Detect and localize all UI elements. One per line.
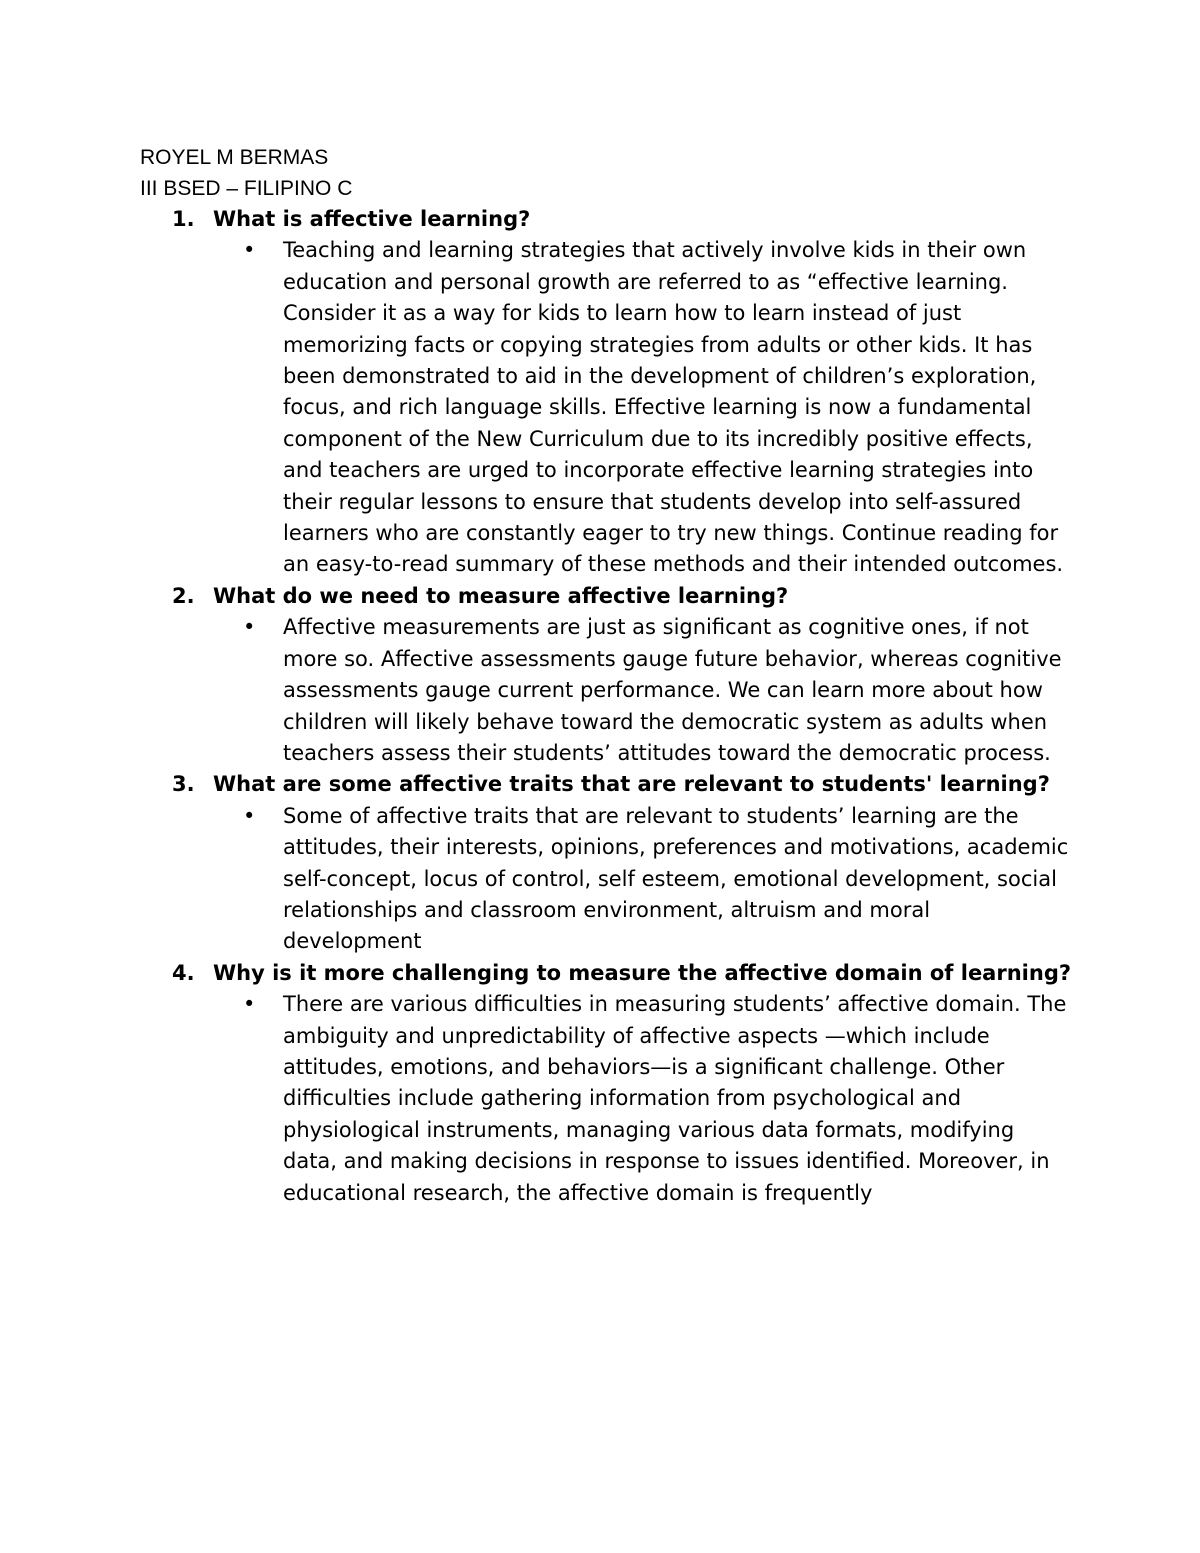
bullet-icon: • [243,803,256,828]
answer-bullet [213,235,1073,580]
question-number: 4. [172,960,195,985]
question-number: 1. [172,207,195,231]
question-number: 3. [172,772,195,797]
question-text: What do we need to measure affective learning? [213,583,789,608]
question-text: Why is it more challenging to measure the affective domain of learning? [213,960,1072,985]
answer-text: Teaching and learning strategies that actively involve kids in their own education and personal growth are referred to as “effective learning. Consider it as a way for kids to learn how to learn instead of just memorizing facts or copying strategies from adults or other kids. It has been demonstrated to aid in the development of children’s exploration, focus, and rich language skills. Effective learning is now a fundamental component of the New Curriculum due to its incredibly positive effects, and teachers are urged to incorporate effective learning strategies into their regular lessons to ensure that students develop into self-assured learners who are constantly eager to try new things. Continue reading for an easy-to-read summary of these methods and their intended outcomes. [283,238,1064,577]
question-text: What are some affective traits that are relevant to students' learning? [213,772,1050,797]
bullet-icon: • [243,615,256,640]
answer-text: Affective measurements are just as significant as cognitive ones, if not more so. Affective assessments gauge future behavior, whereas cognitive assessments gauge current performance. We can learn more about how children will likely behave toward the democratic system as adults when teachers assess their students’ attitudes toward the democratic process. [283,615,1062,765]
answer-text: Some of affective traits that are relevant to students’ learning are the attitudes, their interests, opinions, preferences and motivations, academic self-concept, locus of control, self esteem, emotional development, social relationships and classroom environment, altruism and moral development [283,803,1069,954]
question-item [172,769,1072,957]
bullet-icon: • [243,238,256,263]
question-number: 2. [172,583,195,608]
question-item [172,204,1072,581]
student-section: III BSED – FILIPINO C [140,177,353,200]
answer-bullet [213,801,1073,958]
answer-text: There are various difficulties in measuring students’ affective domain. The ambiguity and unpredictability of affective aspects —which include attitudes, emotions, and behaviors—is a significant challenge. Other difficulties include gathering information from psychological and physiological instruments, managing various data formats, modifying data, and making decisions in response to issues identified. Moreover, in educational research, the affective domain is frequently [283,992,1067,1205]
question-text: What is affective learning? [213,207,531,231]
student-name: ROYEL M BERMAS [140,146,329,169]
question-item [172,958,1072,1209]
answer-bullet [213,612,1073,769]
bullet-icon: • [243,992,256,1017]
question-list [172,204,1072,1209]
question-item [172,581,1072,769]
answer-bullet [213,989,1073,1209]
